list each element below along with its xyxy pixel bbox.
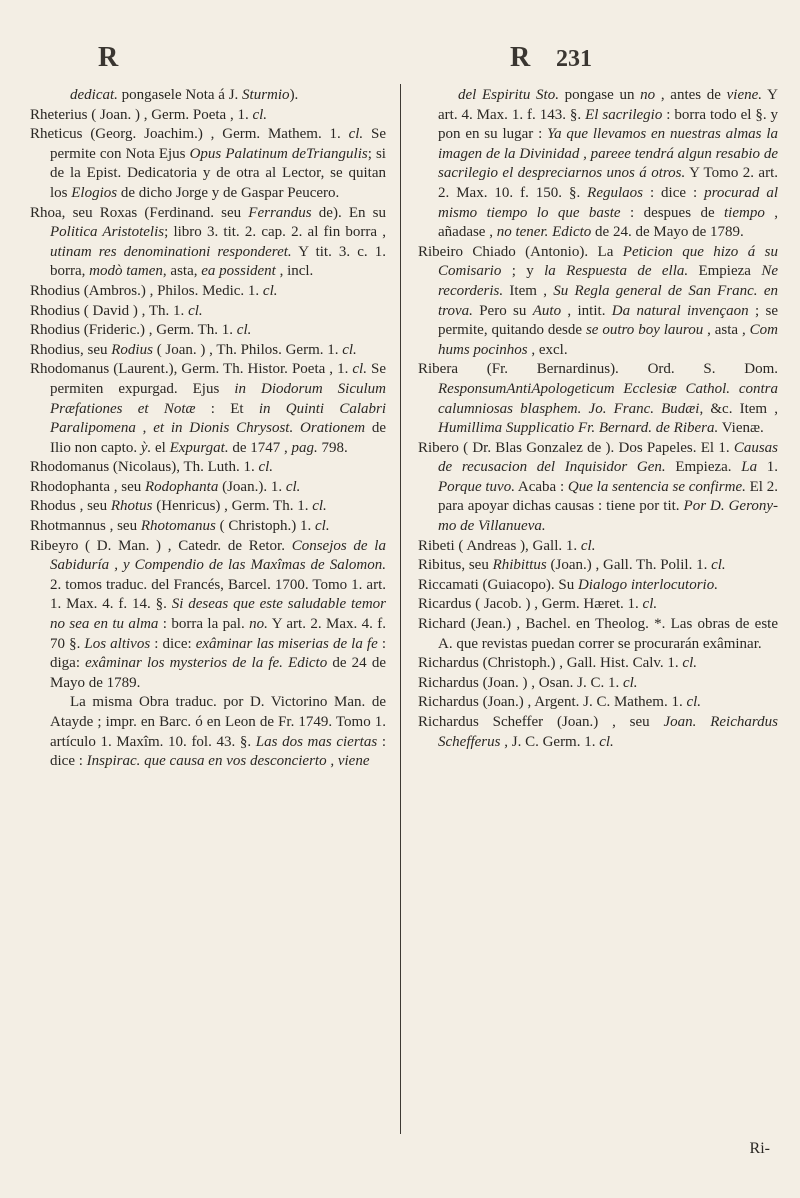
index-entry: Ricardus ( Jacob. ) , Germ. Hæret. 1. cl. (418, 596, 658, 613)
index-entry: Richardus (Joan.) , Argent. J. C. Mathem. 1. cl. (418, 694, 702, 711)
index-entry: Ribitus, seu Rhibittus (Joan.) , Gall. Th. Polil. 1. cl. (418, 557, 726, 574)
index-entry: Ribera (Fr. Bernardinus). Ord. S. Dom. ResponsumAntiApologeticum Ecclesiæ Cathol. contra calumniosas blasphem. Jo. Franc. Budæi, &c. Item , Humillima Supplicatio Fr. Bernard. de Ribera. Vienæ. (418, 361, 778, 437)
index-entry: Ribero ( Dr. Blas Gonzalez de ). Dos Papeles. El 1. Causas de recusacion del Inquisidor Gen. Empieza. La 1. Porque tuvo. Acaba : Que la sentencia se confirme. El 2. para apoyar dichas causas : tiene por tit. Por D. Gerony-mo de Villanueva. (418, 439, 779, 535)
running-head-left: R (98, 42, 119, 73)
index-entry: Richardus Scheffer (Joan.) , seu Joan. Reichardus Schefferus , J. C. Germ. 1. cl. (418, 714, 778, 750)
left-column (30, 86, 386, 772)
entry-continuation: dedicat. pongasele Nota á J. Sturmio). (70, 87, 299, 103)
index-entry: Rhodomanus (Nicolaus), Th. Luth. 1. cl. (30, 459, 274, 476)
entry-continuation: del Espiritu Sto. pongase un no , antes de viene. Y art. 4. Max. 1. f. 143. §. El sacrilegio : borra todo el §. y pon en su lugar : Ya que llevamos en nuestras almas la imagen de la Divinidad , pareee tendrá algun resabio de sacrilegio el despreciarnos unos á otros. Y Tomo 2. art. 2. Max. 10. f. 150. §. Regulaos : dice : procurad al mismo tiempo lo que baste : despues de tiempo , añadase , no tener. Edicto de 24. de Mayo de 1789. (438, 87, 779, 241)
index-entry: Rhoa, seu Roxas (Ferdinand. seu Ferrandus de). En su Politica Aristotelis; libro 3. tit. 2. cap. 2. al fin borra , utinam res denominationi responderet. Y tit. 3. c. 1. borra, modò tamen, asta, ea possident , incl. (30, 204, 387, 280)
right-column (418, 86, 778, 752)
index-entry: Rhodus , seu Rhotus (Henricus) , Germ. Th. 1. cl. (30, 498, 327, 515)
page-header (0, 40, 800, 80)
catchword: Ri- (749, 1140, 770, 1157)
entry-continuation: La misma Obra traduc. por D. Victorino Man. de Atayde ; impr. en Barc. ó en Leon de Fr. 1749. Tomo 1. artículo 1. Maxîm. 10. fol. 43. §. Las dos mas ciertas : dice : Inspirac. que causa en vos desconcierto , viene (50, 694, 386, 770)
index-entry: Rhodophanta , seu Rodophanta (Joan.). 1. cl. (30, 478, 301, 495)
index-entry: Richardus (Christoph.) , Gall. Hist. Calv. 1. cl. (418, 655, 697, 672)
index-entry: Riccamati (Guiacopo). Su Dialogo interlocutorio. (418, 576, 718, 593)
page-number: 231 (556, 46, 592, 72)
index-entry: Rhodius, seu Rodius ( Joan. ) , Th. Philos. Germ. 1. cl. (30, 341, 357, 358)
column-divider (400, 84, 401, 1134)
running-head-right: R (510, 42, 531, 73)
index-entry: Ribeiro Chiado (Antonio). La Peticion que hizo á su Comisario ; y la Respuesta de ella. Empieza Ne recorderis. Item , Su Regla general de San Franc. en trova. Pero su Auto , intit. Da natural invençaon ; se permite, quitando desde se outro boy laurou , asta , Com hums pocinhos , excl. (418, 243, 779, 358)
index-entry: Richard (Jean.) , Bachel. en Theolog. *. Las obras de este A. que revistas puedan correr se procurarán exâminar. (418, 616, 778, 652)
index-entry: Rhodius ( David ) , Th. 1. cl. (30, 302, 203, 319)
index-entry: Richardus (Joan. ) , Osan. J. C. 1. cl. (418, 674, 638, 691)
index-entry: Rhodius (Frideric.) , Germ. Th. 1. cl. (30, 322, 252, 339)
index-entry: Rheterius ( Joan. ) , Germ. Poeta , 1. cl. (30, 106, 268, 123)
index-entry: Rhotmannus , seu Rhotomanus ( Christoph.) 1. cl. (30, 518, 330, 535)
index-entry: Rhodius (Ambros.) , Philos. Medic. 1. cl. (30, 282, 278, 299)
index-entry: Rhodomanus (Laurent.), Germ. Th. Histor. Poeta , 1. cl. Se permiten expurgad. Ejus in Diodorum Siculum Præfationes et Notæ : Et in Quinti Calabri Paralipomena , et in Dionis Chrysost. Orationem de Ilio non capto. ỳ. el Expurgat. de 1747 , pag. 798. (30, 361, 387, 456)
index-entry: Ribeyro ( D. Man. ) , Catedr. de Retor. Consejos de la Sabiduría , y Compendio de las Maxîmas de Salomon. 2. tomos traduc. del Francés, Barcel. 1700. Tomo 1. art. 1. Max. 4. f. 14. §. Si deseas que este saludable temor no sea en tu alma : borra la pal. no. Y art. 2. Max. 4. f. 70 §. Los altivos : dice: exâminar las miserias de la fe : diga: exâminar los mysterios de la fe. Edicto de 24 de Mayo de 1789. (30, 537, 387, 691)
index-entry: Ribeti ( Andreas ), Gall. 1. cl. (418, 537, 596, 554)
index-entry: Rheticus (Georg. Joachim.) , Germ. Mathem. 1. cl. Se permite con Nota Ejus Opus Palatinum deTriangulis; si de la Epist. Dedicatoria y de otra al Lector, se quitan los Elogios de dicho Jorge y de Gaspar Peucero. (30, 126, 387, 201)
